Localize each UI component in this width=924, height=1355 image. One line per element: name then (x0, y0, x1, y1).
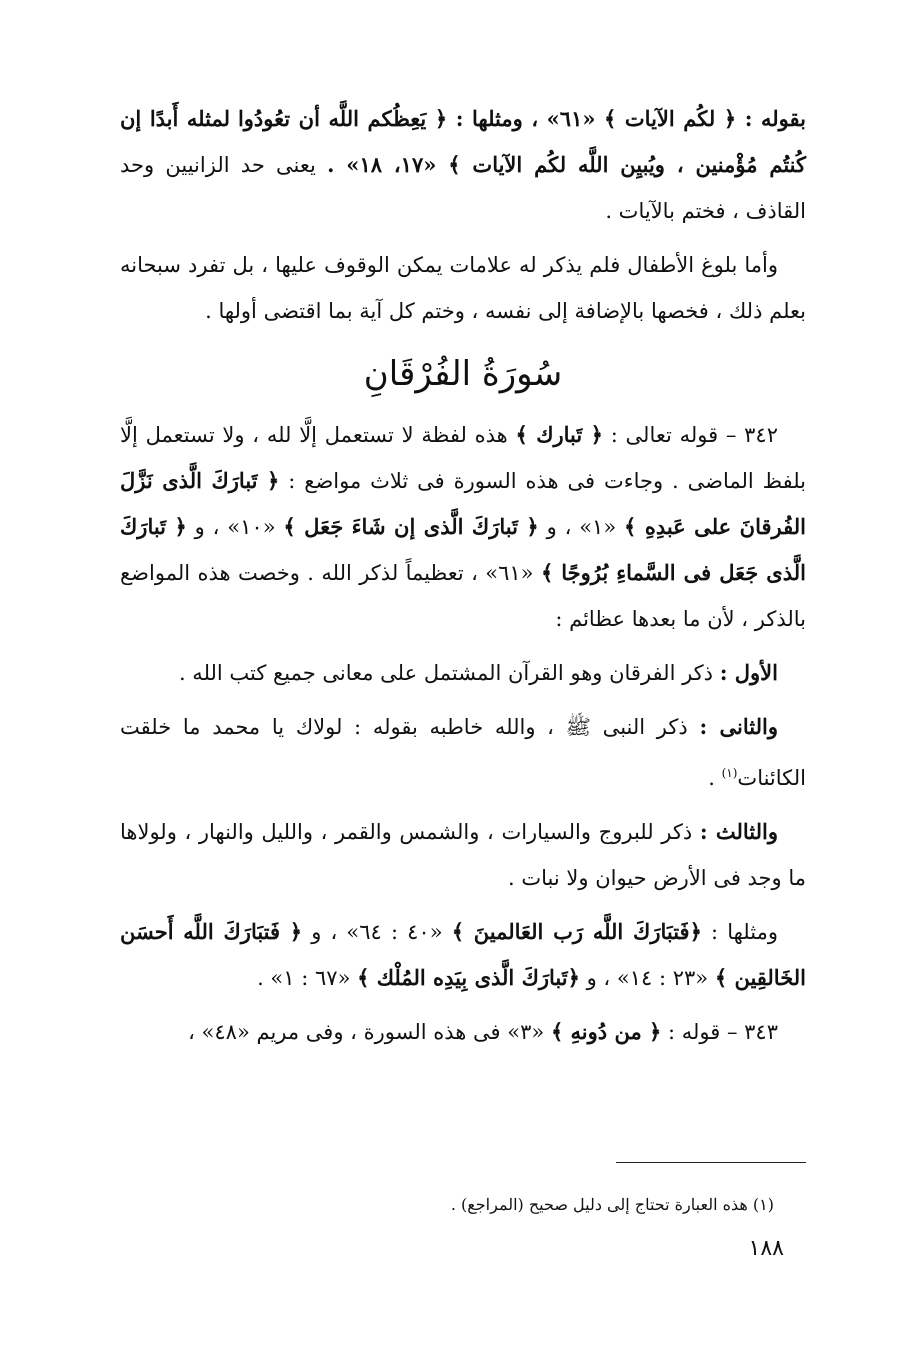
p342-quote-4: ﴿ تَبارَكَ الَّذى جَعَل فى السَّماءِ بُرُوجًا ﴾ (120, 514, 806, 585)
similar-ref-1: «٤٠ : ٦٤» ، و (311, 920, 443, 944)
similar-lead: ومثلها : (711, 920, 778, 944)
p342-text-3: «١٠» ، و (194, 515, 276, 539)
puberty-paragraph: وأما بلوغ الأطفال فلم يذكر له علامات يمكن الوقوف عليها ، بل تفرد سبحانه بعلم ذلك ، فخصها بالإضافة إلى نفسه ، وختم كل آية بما اقتضى أولها . (120, 253, 806, 323)
p342-lead: ٣٤٢ – قوله تعالى : (610, 423, 778, 447)
p342-quote-2: ﴿ تَبارَكَ الَّذى نَزَّلَ الفُرقانَ على عَبدِهِ ﴾ (120, 468, 806, 539)
similar-ref-2: «٢٣ : ١٤» ، و (586, 966, 709, 990)
opening-line-2: لمثله أَبدًا إن كُنتُم مُؤْمنين ، ويُبيِن اللَّه لكُم الآيات ﴾ «١٧، ١٨» . (120, 106, 807, 177)
point-first-label: الأول : (719, 660, 778, 685)
point-third-text: ذكر للبروج والسيارات ، والشمس والقمر ، والليل والنهار ، ولولاها ما وجد فى الأرض حيوان ولا نبات . (120, 820, 806, 890)
footnote-marker: (١) (721, 766, 738, 780)
p342-quote-3: ﴿ تَبارَكَ الَّذى إن شَاءَ جَعَل ﴾ (283, 514, 539, 539)
point-second-label: والثانى : (699, 714, 778, 739)
point-first (120, 650, 806, 696)
opening-line-1: بقوله : ﴿ لكُم الآيات ﴾ «٦١» ، ومثلها : ﴿ يَعِظُكم اللَّه أن تعُودُوا (237, 106, 806, 131)
point-second (120, 704, 806, 801)
p342-text-4: «٦١» ، تعظيماً لذكر الله . وخصت هذه المواضع بالذكر ، لأن ما بعدها عظائم : (120, 561, 806, 631)
opening-paragraph (120, 96, 806, 234)
point-first-text: ذكر الفرقان وهو القرآن المشتمل على معانى جميع كتب الله . (178, 661, 714, 685)
paragraph-343 (120, 1009, 806, 1055)
p342-quote-1: ﴿ تَبارك ﴾ (515, 422, 603, 447)
similar-paragraph (120, 909, 806, 1001)
point-third-label: والثالث : (699, 819, 778, 844)
similar-quote-1: ﴿فَتبَارَكَ اللَّه رَب العَالمينَ ﴾ (451, 919, 702, 944)
footnote: (١) هذه العبارة تحتاج إلى دليل صحيح (المراجع) . (450, 1195, 774, 1214)
footnote-divider (616, 1162, 806, 1163)
similar-quote-2: ﴿ فَتبَارَكَ اللَّه أَحسَن الخَالقِين ﴾ (120, 919, 806, 990)
p343-rest: «٣» فى هذه السورة ، وفى مريم «٤٨» ، (188, 1020, 545, 1044)
p343-quote: ﴿ من دُونهِ ﴾ (550, 1019, 662, 1044)
p342-text-2: «١» ، و (546, 515, 617, 539)
similar-quote-3: ﴿تَبارَكَ الَّذى بِيَدِه المُلْك ﴾ (357, 965, 580, 990)
p343-lead: ٣٤٣ – قوله : (668, 1020, 778, 1044)
point-second-end: . (708, 766, 722, 790)
surah-title: سُورَةُ الفُرْقَانِ (363, 354, 563, 394)
page-number: ١٨٨ (748, 1236, 784, 1261)
point-second-text: ذكر النبى ﷺ ، والله خاطبه بقوله : لولاك يا محمد ما خلقت الكائنات (120, 715, 806, 790)
p342-text-1: هذه لفظة لا تستعمل إلَّا لله ، ولا تستعمل إلَّا بلفظ الماضى . وجاءت فى هذه السورة فى ثلاث مواضع : (120, 423, 806, 493)
similar-ref-3: «٦٧ : ١» . (257, 966, 351, 990)
opening-line-3: يعنى حد الزانيين وحد القاذف ، فختم بالآيات . (120, 153, 806, 223)
point-third (120, 809, 806, 901)
paragraph-342 (120, 412, 806, 642)
